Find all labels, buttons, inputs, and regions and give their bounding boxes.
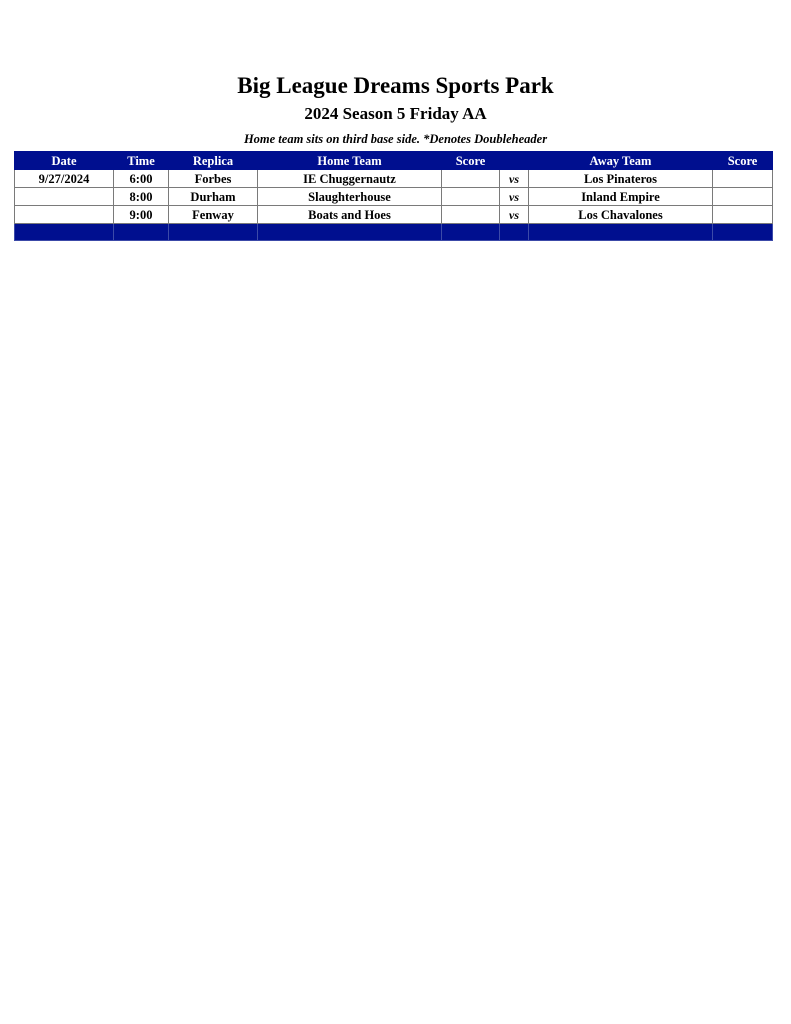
cell-replica: Forbes xyxy=(169,170,258,188)
footer-cell xyxy=(713,224,773,241)
footer-cell xyxy=(15,224,114,241)
footer-cell xyxy=(169,224,258,241)
cell-home-team: Boats and Hoes xyxy=(258,206,442,224)
cell-away-team: Inland Empire xyxy=(529,188,713,206)
footer-cell xyxy=(258,224,442,241)
cell-away-score xyxy=(713,170,773,188)
cell-away-team: Los Pinateros xyxy=(529,170,713,188)
column-header-date: Date xyxy=(15,152,114,170)
column-header-away-team: Away Team xyxy=(529,152,713,170)
schedule-table xyxy=(14,151,773,241)
footer-cell xyxy=(442,224,500,241)
column-header-home-team: Home Team xyxy=(258,152,442,170)
column-header-time: Time xyxy=(114,152,169,170)
cell-time: 8:00 xyxy=(114,188,169,206)
cell-time: 6:00 xyxy=(114,170,169,188)
column-header-replica: Replica xyxy=(169,152,258,170)
footer-cell xyxy=(114,224,169,241)
cell-vs: vs xyxy=(500,170,529,188)
footer-cell xyxy=(529,224,713,241)
table-row xyxy=(15,206,773,224)
cell-home-score xyxy=(442,188,500,206)
cell-home-team: IE Chuggernautz xyxy=(258,170,442,188)
cell-date xyxy=(15,188,114,206)
page-subtitle: 2024 Season 5 Friday AA xyxy=(304,104,487,123)
footer-cell xyxy=(500,224,529,241)
column-header-home-score: Score xyxy=(442,152,500,170)
table-row xyxy=(15,188,773,206)
cell-date: 9/27/2024 xyxy=(15,170,114,188)
cell-replica: Fenway xyxy=(169,206,258,224)
cell-home-score xyxy=(442,206,500,224)
table-header-row xyxy=(15,152,773,170)
table-footer-bar xyxy=(15,224,773,241)
table-row xyxy=(15,170,773,188)
cell-date xyxy=(15,206,114,224)
column-header-away-score: Score xyxy=(713,152,773,170)
cell-time: 9:00 xyxy=(114,206,169,224)
cell-home-score xyxy=(442,170,500,188)
cell-home-team: Slaughterhouse xyxy=(258,188,442,206)
schedule-note: Home team sits on third base side. *Denotes Doubleheader xyxy=(243,132,548,146)
column-header-vs xyxy=(500,152,529,170)
cell-away-team: Los Chavalones xyxy=(529,206,713,224)
cell-replica: Durham xyxy=(169,188,258,206)
page-title: Big League Dreams Sports Park xyxy=(237,73,554,98)
cell-away-score xyxy=(713,188,773,206)
cell-vs: vs xyxy=(500,188,529,206)
cell-away-score xyxy=(713,206,773,224)
cell-vs: vs xyxy=(500,206,529,224)
